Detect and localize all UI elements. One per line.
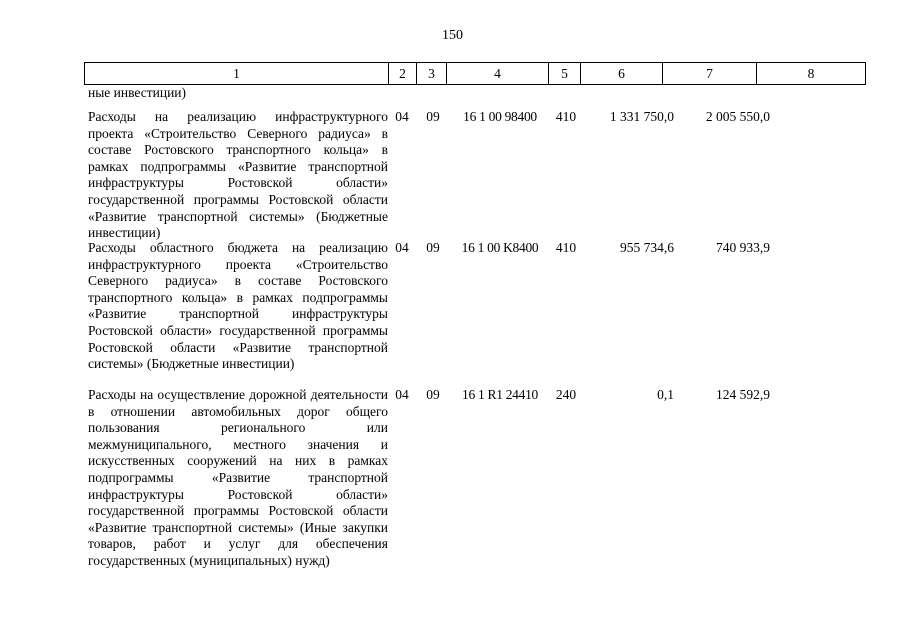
row-description: Расходы на реализацию инфраструктурного проекта «Строительство Северного радиуса» в составе Ростовского транспортного кольца» в рамках подпрограммы «Развитие транспортной инфраструктуры Ростовской области» государственной программы Ростовской области «Развитие транспортной системы» (Бюджетные инвестиции): [88, 109, 388, 241]
page-number: 150: [442, 28, 463, 43]
row-description: Расходы на осуществление дорожной деятельности в отношении автомобильных дорог общего пользования регионального или межмуниципального, местного значения и искусственных сооружений на них в рамках подпрограммы «Развитие транспортной инфраструктуры Ростовской области» государственной программы Ростовской области «Развитие транспортной системы» (Иные закупки товаров, работ и услуг для обеспечения государственных (муниципальных) нужд): [88, 387, 388, 568]
row-sum-1: 0,1: [657, 387, 674, 402]
column-header-3: 3: [417, 63, 447, 85]
row-vr: 410: [555, 240, 577, 255]
row-rz: 04: [395, 387, 409, 402]
row-vr: 410: [555, 109, 577, 124]
column-header-1: 1: [85, 63, 389, 85]
row-description: Расходы областного бюджета на реализацию инфраструктурного проекта «Строительство Северного радиуса» в составе Ростовского транспортного кольца» в рамках подпрограммы «Развитие транспортной инфраструктуры Ростовской области» государственной программы Ростовской области «Развитие транспортной системы» (Бюджетные инвестиции): [88, 240, 388, 372]
row-pr: 09: [426, 240, 440, 255]
row-csr: 16 1 00 98400: [463, 109, 537, 124]
continuation-text: ные инвестиции): [88, 85, 187, 100]
row-sum-2: 124 592,9: [716, 387, 770, 402]
column-header-7: 7: [663, 63, 757, 85]
row-sum-2: 740 933,9: [716, 240, 770, 255]
row-sum-2: 2 005 550,0: [705, 109, 770, 124]
row-rz: 04: [395, 240, 409, 255]
column-header-6: 6: [581, 63, 663, 85]
row-csr: 16 1 00 K8400: [461, 240, 539, 255]
row-csr: 16 1 R1 24410: [462, 387, 538, 402]
column-header-table: [84, 62, 866, 85]
column-header-5: 5: [549, 63, 581, 85]
row-rz: 04: [395, 109, 409, 124]
row-vr: 240: [555, 387, 577, 402]
column-header-8: 8: [757, 63, 866, 85]
column-header-4: 4: [447, 63, 549, 85]
row-sum-1: 1 331 750,0: [609, 109, 674, 124]
row-pr: 09: [426, 109, 440, 124]
row-sum-1: 955 734,6: [620, 240, 674, 255]
column-header-2: 2: [389, 63, 417, 85]
row-pr: 09: [426, 387, 440, 402]
